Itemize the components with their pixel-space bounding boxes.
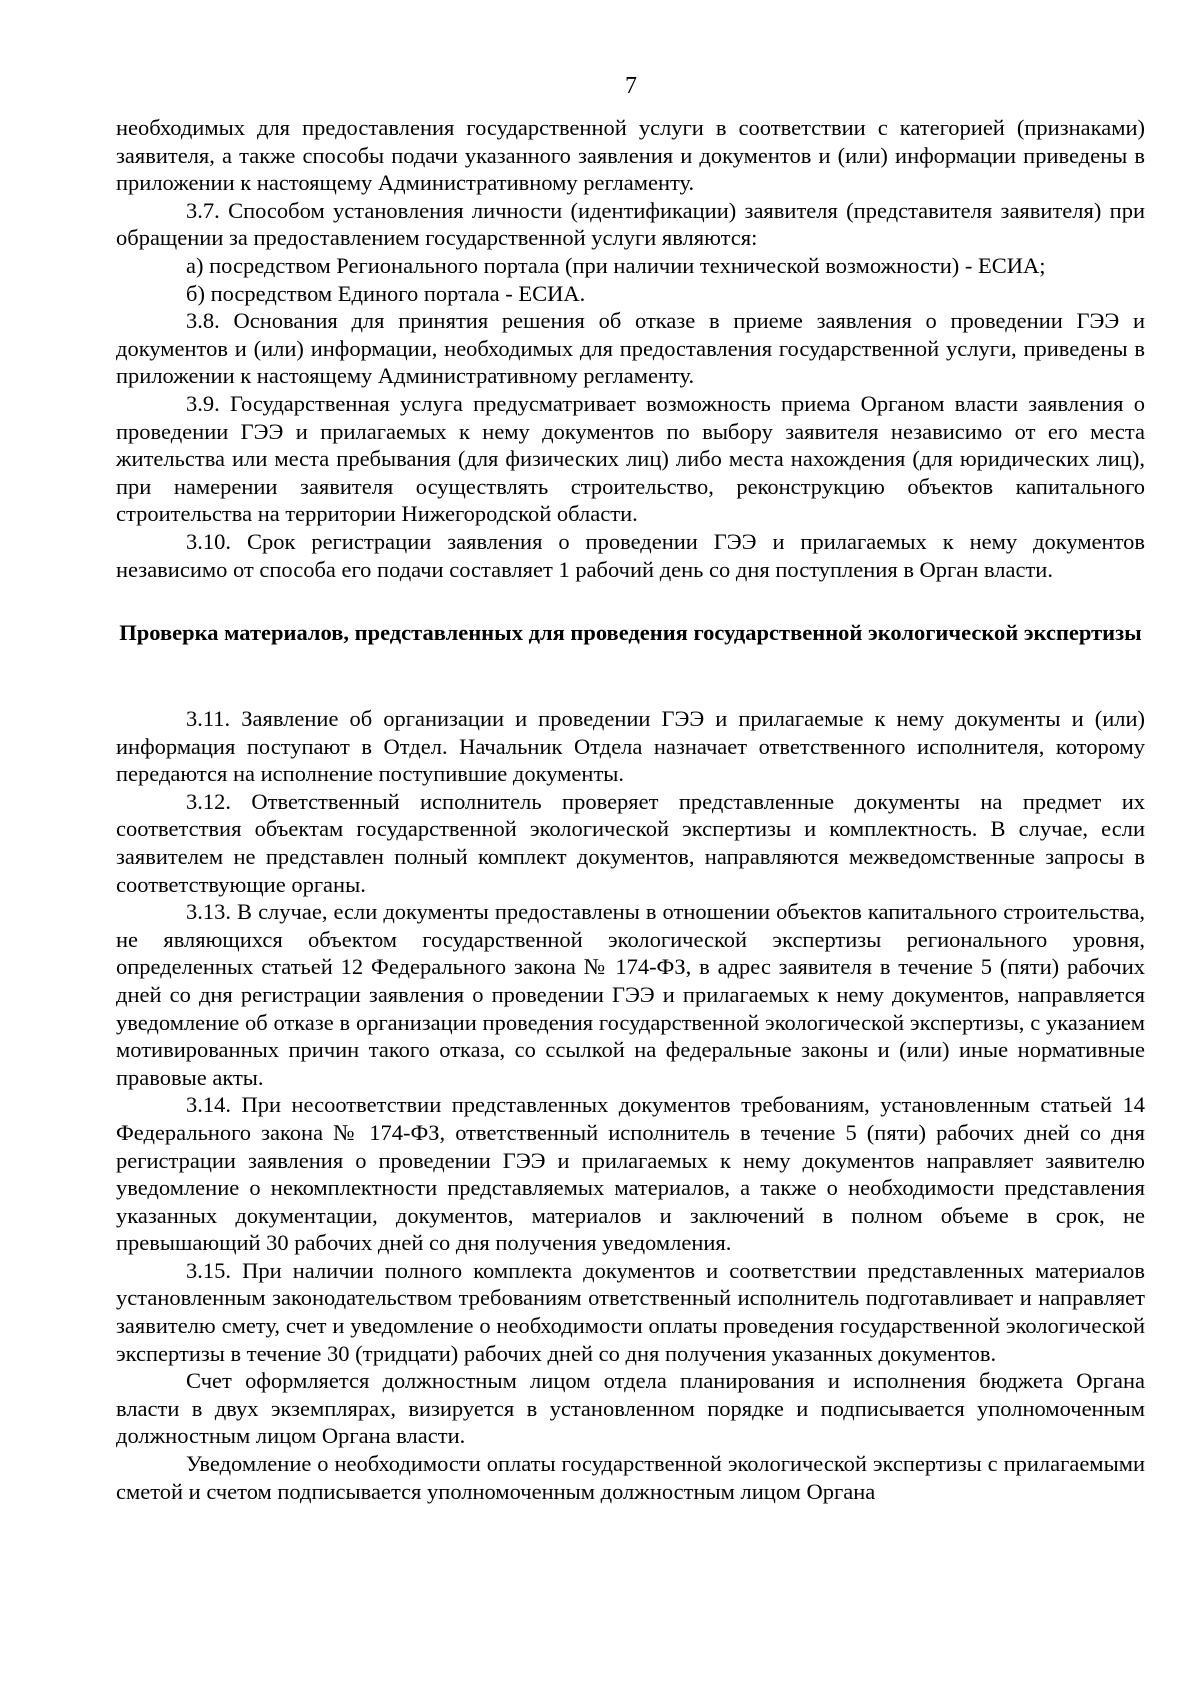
list-item-b: б) посредством Единого портала - ЕСИА. (186, 280, 586, 306)
document-body-bottom (116, 705, 1145, 1505)
paragraph-3-15: 3.15. При наличии полного комплекта документов и соответствии представленных материалов установленным законодательством требованиям ответственный исполнитель подготавливает и направляет заявителю смету, счет и уведомление о необходимости оплаты проведения государственной экологической экспертизы в течение 30 (тридцати) рабочих дней со дня получения указанных документов. (116, 1257, 1145, 1366)
paragraph-3-11: 3.11. Заявление об организации и проведении ГЭЭ и прилагаемые к нему документы и (или) информация поступают в Отдел. Начальник Отдела назначает ответственного исполнителя, которому передаются на исполнение поступившие документы. (116, 706, 1145, 787)
paragraph-3-14: 3.14. При несоответствии представленных документов требованиям, установленным статьей 14 Федерального закона № 174-ФЗ, ответственный исполнитель в течение 5 (пяти) рабочих дней со дня регистрации заявления о проведении ГЭЭ и прилагаемых к нему документов направляет заявителю уведомление о некомплектности представляемых материалов, а также о необходимости представления указанных документации, документов, материалов и заключений в полном объеме в срок, не превышающий 30 рабочих дней со дня получения уведомления. (116, 1092, 1145, 1256)
document-body-top (116, 114, 1145, 583)
paragraph-3-8: 3.8. Основания для принятия решения об отказе в приеме заявления о проведении ГЭЭ и документов и (или) информации, необходимых для предоставления государственной услуги, приведены в приложении к настоящему Административному регламенту. (116, 308, 1145, 389)
page-number: 7 (625, 73, 637, 99)
paragraph-invoice: Счет оформляется должностным лицом отдела планирования и исполнения бюджета Органа власти в двух экземплярах, визируется в установленном порядке и подписывается уполномоченным должностным лицом Органа власти. (116, 1368, 1145, 1449)
paragraph-3-9: 3.9. Государственная услуга предусматривает возможность приема Органом власти заявления о проведении ГЭЭ и прилагаемых к нему документов по выбору заявителя независимо от его места жительства или места пребывания (для физических лиц) либо места нахождения (для юридических лиц), при намерении заявителя осуществлять строительство, реконструкцию объектов капитального строительства на территории Нижегородской области. (116, 390, 1145, 527)
paragraph-3-13: 3.13. В случае, если документы предоставлены в отношении объектов капитального строительства, не являющихся объектом государственной экологической экспертизы регионального уровня, определенных статьей 12 Федерального закона № 174-ФЗ, в адрес заявителя в течение 5 (пяти) рабочих дней со дня регистрации заявления о проведении ГЭЭ и прилагаемых к нему документов, направляется уведомление об отказе в организации проведения государственной экологической экспертизы, с указанием мотивированных причин такого отказа, со ссылкой на федеральные законы и (или) иные нормативные правовые акты. (116, 899, 1145, 1090)
list-item-a: а) посредством Регионального портала (при наличии технической возможности) - ЕСИА; (186, 252, 1046, 278)
paragraph-continuation: необходимых для предоставления государственной услуги в соответствии с категорией (признаками) заявителя, а также способы подачи указанного заявления и документов и (или) информации приведены в приложении к настоящему Административному регламенту. (116, 115, 1145, 196)
paragraph-3-12: 3.12. Ответственный исполнитель проверяет представленные документы на предмет их соответствия объектам государственной экологической экспертизы и комплектность. В случае, если заявителем не представлен полный комплект документов, направляются межведомственные запросы в соответствующие органы. (116, 788, 1145, 897)
section-heading: Проверка материалов, представленных для проведения государственной экологической экспертизы (119, 620, 1142, 645)
paragraph-3-10: 3.10. Срок регистрации заявления о проведении ГЭЭ и прилагаемых к нему документов независимо от способа его подачи составляет 1 рабочий день со дня поступления в Орган власти. (116, 528, 1145, 582)
paragraph-notice: Уведомление о необходимости оплаты государственной экологической экспертизы с прилагаемыми сметой и счетом подписывается уполномоченным должностным лицом Органа (116, 1451, 1145, 1504)
paragraph-3-7: 3.7. Способом установления личности (идентификации) заявителя (представителя заявителя) при обращении за предоставлением государственной услуги являются: (116, 197, 1145, 251)
